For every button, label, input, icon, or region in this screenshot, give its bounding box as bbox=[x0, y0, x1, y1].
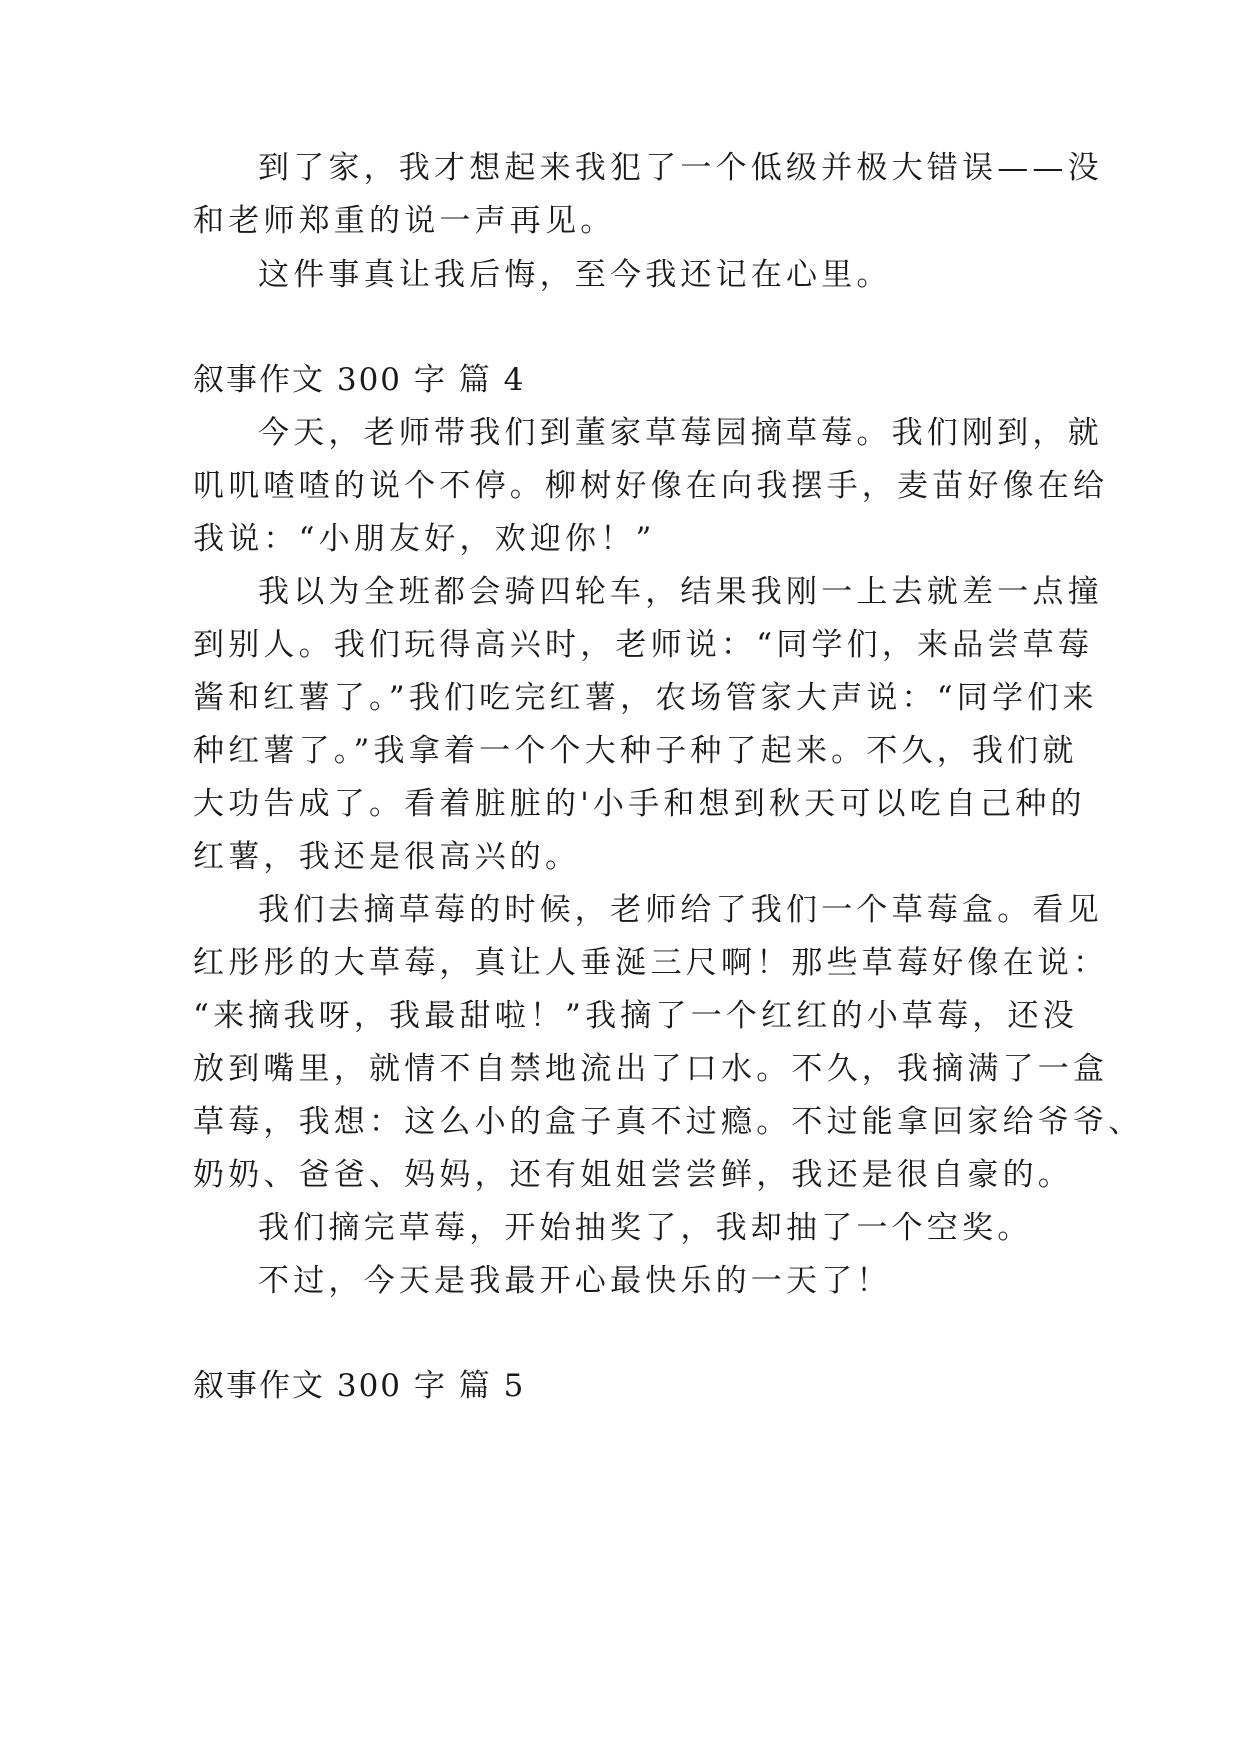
paragraph-line: 到别人。我们玩得高兴时，老师说：“同学们，来品尝草莓 bbox=[193, 627, 1094, 663]
section-heading: 叙事作文 300 字 篇 4 bbox=[193, 362, 526, 398]
paragraph-line: 种红薯了。”我拿着一个个大种子种了起来。不久，我们就 bbox=[193, 733, 1078, 769]
paragraph-line: 叽叽喳喳的说个不停。柳树好像在向我摆手，麦苗好像在给 bbox=[193, 468, 1109, 504]
paragraph-line: 这件事真让我后悔，至今我还记在心里。 bbox=[258, 257, 892, 293]
paragraph-line: 放到嘴里，就情不自禁地流出了口水。不久，我摘满了一盒 bbox=[193, 1051, 1109, 1087]
paragraph-line: 大功告成了。看着脏脏的'小手和想到秋天可以吃自己种的 bbox=[193, 786, 1086, 822]
paragraph-line: 我们去摘草莓的时候，老师给了我们一个草莓盒。看见 bbox=[258, 892, 1103, 928]
paragraph-line: 酱和红薯了。”我们吃完红薯，农场管家大声说：“同学们来 bbox=[193, 680, 1098, 716]
paragraph-line: 奶奶、爸爸、妈妈，还有姐姐尝尝鲜，我还是很自豪的。 bbox=[193, 1157, 1073, 1193]
paragraph-line: “来摘我呀，我最甜啦！”我摘了一个红红的小草莓，还没 bbox=[193, 998, 1078, 1034]
paragraph-line: 草莓，我想：这么小的盒子真不过瘾。不过能拿回家给爷爷、 bbox=[193, 1104, 1144, 1140]
section-heading: 叙事作文 300 字 篇 5 bbox=[193, 1368, 526, 1404]
paragraph-line: 我们摘完草莓，开始抽奖了，我却抽了一个空奖。 bbox=[258, 1210, 1033, 1246]
paragraph-line: 今天，老师带我们到董家草莓园摘草莓。我们刚到，就 bbox=[258, 415, 1103, 451]
paragraph-line: 我以为全班都会骑四轮车，结果我刚一上去就差一点撞 bbox=[258, 574, 1103, 610]
paragraph-line: 到了家，我才想起来我犯了一个低级并极大错误——没 bbox=[258, 150, 1103, 186]
paragraph-line: 不过，今天是我最开心最快乐的一天了！ bbox=[258, 1263, 892, 1299]
paragraph-line: 红薯，我还是很高兴的。 bbox=[193, 839, 581, 875]
paragraph-line: 和老师郑重的说一声再见。 bbox=[193, 203, 616, 239]
paragraph-line: 红彤彤的大草莓，真让人垂涎三尺啊！那些草莓好像在说： bbox=[193, 945, 1109, 981]
paragraph-line: 我说：“小朋友好，欢迎你！” bbox=[193, 521, 656, 557]
